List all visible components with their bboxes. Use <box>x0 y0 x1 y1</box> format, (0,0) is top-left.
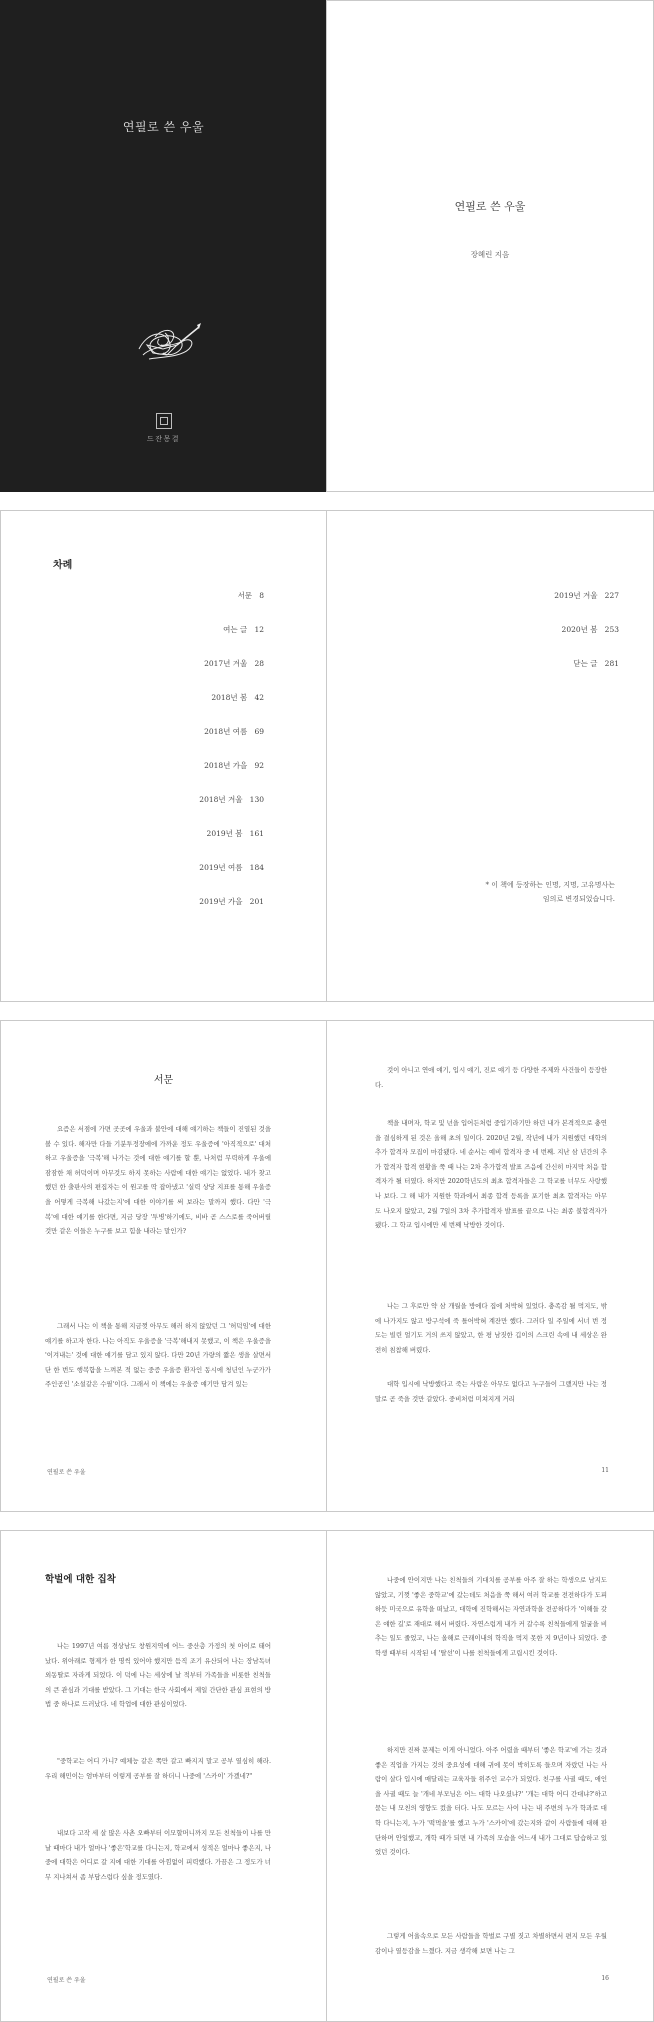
toc-left-page <box>0 510 327 1002</box>
body-paragraph: 그렇게 어울속으로 모든 사람들을 학벌로 구별 짓고 차별하면서 편지 모든 우월감이나 열등감을 느꼈다. 지금 생각해 보면 나는 그 <box>375 1932 607 1955</box>
body-paragraph: "중학교는 어디 가니? 예체능 같은 쪽만 갈고 빠지지 말고 공부 열심히 해라. 우리 해민이는 엄마부터 이렇게 공부를 잘 하더니 나중에 '스카이' 가겠네?" <box>45 1757 271 1780</box>
running-footer-title: 연필로 쓴 우울 <box>47 1977 86 1984</box>
toc-entry[interactable]: 2018년 겨울 130 <box>199 795 264 804</box>
body-paragraph: 그래서 나는 이 책을 통해 지금껏 아무도 해러 하지 않았던 그 '허덕임'에 대한 얘기를 하고자 한다. 나는 아직도 우울증을 '극복'해내지 못했고, 이 책은 우울증을 '이겨내는' 것에 대한 얘기를 담고 있지 않다. 다만 20년 가량의 짧은 생을 살면서 단 한 번도 행복함을 느껴본 적 없는 중증 우울증 환자인 동시에 청년인 누군가가 주인공인 '소설같은 수필'이다. 그래서 이 책에는 우울증 얘기만 담겨 있는 <box>45 1322 271 1389</box>
toc-footnote <box>486 878 616 906</box>
body-paragraph: 나중에 안이지만 나는 친척들의 기대치를 공부를 아주 잘 하는 학생으로 남지도 않았고, 기껏 '좋은 중학교'에 갔는데도 처음을 쭉 해서 여러 학교를 전전하다가 도피하듯 미국으로 유학을 떠났고, 대학에 진학해서는 자연과학을 전공하다가 '이해들 갖은 얘한 길'로 재대로 해서 버렸다. 자연스럽게 내가 커 갈수록 친척들에게 얼굴을 비추는 일도 줄었고, 나는 올해로 근래이내의 학직을 먹지 못한 지 9년이나 되었다. 중학생 때부터 시작된 네 '탈선'이 나를 친척들에게 고립시킨 것이다. <box>375 1576 607 1657</box>
toc-entry[interactable]: 2018년 봄 42 <box>211 693 264 702</box>
chapter-spread <box>0 1530 654 2022</box>
page-number: 11 <box>601 1467 609 1474</box>
cover-title: 연필로 쓴 우울 <box>122 120 205 134</box>
body-paragraph: 나는 그 후로만 약 삼 개월을 방에다 집에 처박혀 있었다. 충족감 될 먹지도, 밖에 나가지도 않고 방구석에 죽 틀어박혀 계잔만 했다. 그러다 일 주일에 서너 번 정도는 빌린 얼기도 거의 쓰지 않았고, 한 평 남짓한 깁이의 스크린 속에 내 세상은 완전히 침참해 버렸다. <box>375 1302 607 1354</box>
pencil-scribble-illustration <box>133 319 203 367</box>
toc-entry[interactable]: 2019년 가을 201 <box>199 897 264 906</box>
chapter-title: 학벌에 대한 집착 <box>45 1574 116 1585</box>
body-paragraph: 책을 내며자, 학교 및 넌을 입어든처럼 중입기라기만 하던 내가 본격적으로 충연을 결심하게 된 것은 올해 초의 일이다. 2020년 2월, 작년에 내가 지원했던 대학의 추가 합격자 모집이 마감됐다. 네 순서는 예비 합격자 중 네 번째. 지난 삼 년간의 추가 합격자 합격 현황을 쭉 때 나는 2차 추가합격 발표 즈음에 간신히 마지막 처음 합격자가 될 터였다. 하지만 2020학년도의 최초 합격자들은 그 학교를 너무도 사랑했나 보다. 그 해 내가 지원한 학과에서 최종 합격 등록을 포기한 최초 합격자는 아무도 나오지 않았고, 2월 7일의 3차 추가합격자 발표를 끝으로 나는 최종 불합격자가 됐다. 그 학교 입시에만 세 번째 낙방한 것이다. <box>375 1119 607 1230</box>
toc-entry[interactable]: 2020년 봄 253 <box>561 625 619 634</box>
toc-entry[interactable]: 2017년 겨울 28 <box>204 659 264 668</box>
preface-right-page <box>326 1020 654 1512</box>
chapter-right-page <box>326 1530 654 2022</box>
title-page-author: 장혜린 지음 <box>470 250 510 259</box>
toc-entry[interactable]: 서문 8 <box>237 591 264 600</box>
body-paragraph: 대학 입시에 낙방했다고 죽는 사람은 아무도 없다고 누구들이 그랬지만 나는 정말로 곧 죽을 것만 같았다. 중비처럼 미쳐지게 거리 <box>375 1380 607 1403</box>
toc-right-page <box>326 510 654 1002</box>
publisher-name: 드잔몽결 <box>146 435 181 443</box>
title-page-title: 연필로 쓴 우울 <box>454 200 526 213</box>
page-number: 16 <box>601 1975 609 1982</box>
toc-spread <box>0 510 654 1002</box>
toc-entry[interactable]: 닫는 글 281 <box>573 659 619 668</box>
toc-footnote-line: 임의로 변경되었습니다. <box>542 895 615 903</box>
preface-spread <box>0 1020 654 1512</box>
publisher-logo-icon <box>156 413 172 429</box>
toc-entry[interactable]: 여는 글 12 <box>223 625 264 634</box>
chapter-left-page <box>0 1530 327 2022</box>
body-paragraph: 요즘은 서점에 가면 곳곳에 우울과 불안에 대해 얘기하는 책들이 진열된 것을 볼 수 있다. 해자만 다들 기분투정장에에 가까운 정도 우울증에 '아직적으로' 대처하고 우울증을 '극복'해 나가는 것에 대한 얘기를 할 뿐, 나처럼 무력하게 우울에 잠잠한 채 허덕이며 아무것도 하지 못하는 사람에 대한 얘기는 없었다. 내가 찾고했던 한 출판사의 편집자는 이 원고를 딱 잡아냈고 '실력 상당 지표를 통해 우울증을 어떻게 극복해 나갔는지'에 대한 이야기를 써 보라는 말까지 했다. 다만 '극복'에 대한 얘기를 한다면, 지금 당장 '투병'하기에도, 비바 곧 스스로를 죽어버릴 것만 같은 이들은 누구를 보고 힘을 내라는 말인가? <box>45 1125 271 1236</box>
body-paragraph: 하지만 진짜 문제는 이게 아니었다. 아주 어렸을 때부터 '좋은 학교'에 가는 것과 좋은 직업을 가지는 것의 중요성에 대해 귀에 못이 박히도록 들으며 자랐던 나는 사람이 살다 입시에 매달리는 교육자들 위주인 교수가 되었다. 친구를 사귈 때도, 애인을 사귈 때도 늘 '개네 부모님은 어느 대학 나오셨냐?' '개는 대학 어디 간대냐?'하고 묻는 내 모친의 영향도 컸을 터다. 나도 모르는 사이 나는 내 주변의 누가 학과로 대학 다니는지, 누가 '떡먹을'를 했고 누가 '스카이'에 갔는지와 같이 사람들에 대해 판단하며 안일했고, 개학 때가 되면 내 가족의 모습을 어느새 내가 그대로 답습하고 있었던 것이다. <box>375 1746 607 1857</box>
front-cover <box>0 0 327 492</box>
running-footer-title: 연필로 쓴 우울 <box>47 1469 86 1476</box>
body-paragraph: 것이 아니고 연애 얘기, 입시 얘기, 진로 얘기 등 다양한 주제와 사건들이 등장한다. <box>375 1066 607 1089</box>
toc-entry[interactable]: 2018년 가을 92 <box>204 761 264 770</box>
toc-heading: 차례 <box>53 560 73 571</box>
toc-entry[interactable]: 2019년 겨울 227 <box>554 591 619 600</box>
preface-left-page <box>0 1020 327 1512</box>
toc-entry[interactable]: 2019년 봄 161 <box>206 829 264 838</box>
cover-spread <box>0 0 654 492</box>
preface-title: 서문 <box>153 1075 174 1086</box>
title-page <box>326 0 654 492</box>
toc-entry[interactable]: 2018년 여름 69 <box>204 727 264 736</box>
toc-entry[interactable]: 2019년 여름 184 <box>199 863 264 872</box>
toc-footnote-line: * 이 책에 등장하는 인명, 지명, 고유명사는 <box>485 881 615 889</box>
body-paragraph: 나는 1997년 여름 경상남도 창원지역에 어느 중산층 가정의 첫 아이로 태어났다. 위아래로 형제가 한 명씩 있어야 했지만 듬직 조기 유산되어 나는 장남독녀 외동딸로 자라게 되었다. 이 덕에 나는 세상에 날 적부터 가족들을 비롯한 친척들의 큰 관심과 기대를 받았다. 그 기대는 한국 사회에서 제일 간단한 관심 표현의 방법 중 하나로 드러났다. 네 학업에 대한 관심이었다. <box>45 1642 271 1709</box>
body-paragraph: 내보다 고작 세 살 많은 사촌 오빠부터 이모할머니까지 모든 친척들이 나를 만날 때마다 내가 얼마나 '좋은'학교를 다니는지, 학교에서 성적은 얼마나 좋은지, 나중에 대학은 어디로 갈 지에 대한 기대를 아낌없이 피력했다. 가끔은 그 정도가 너무 지나쳐서 좀 부담스럽다 싶을 정도였다. <box>45 1829 271 1881</box>
